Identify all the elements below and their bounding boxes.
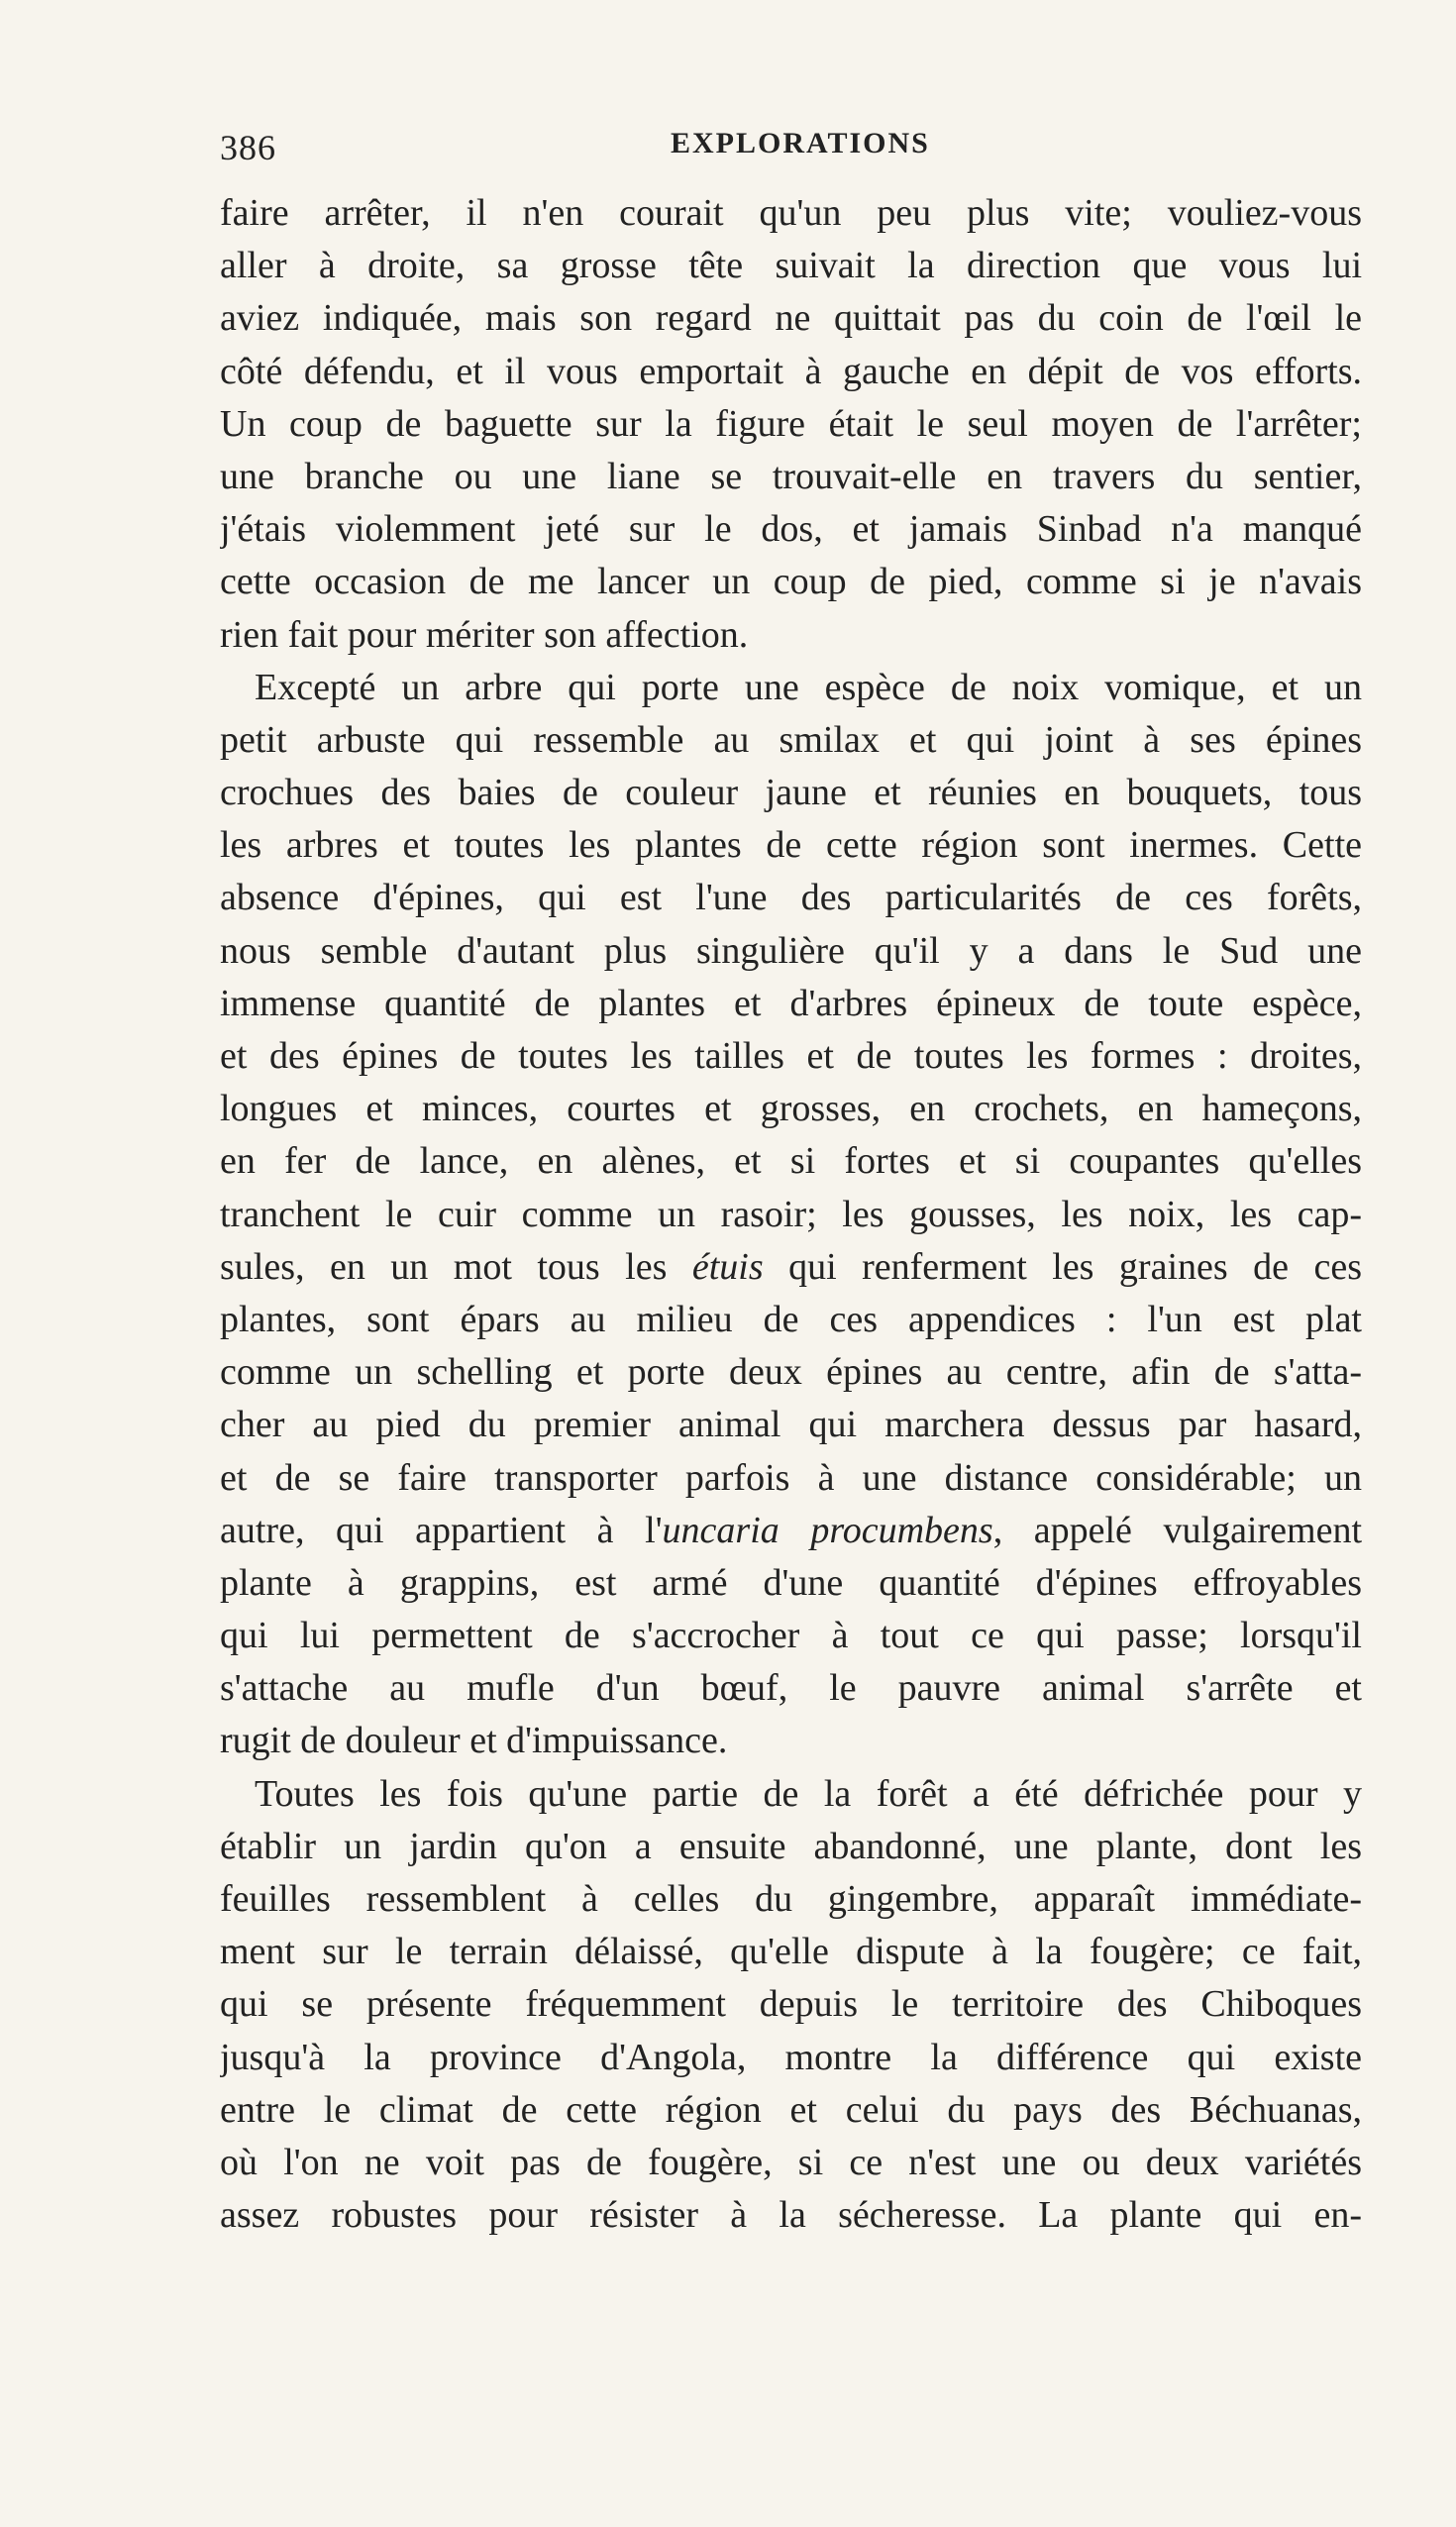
text-line: qui se présente fréquemment depuis le territoire des Chiboques	[220, 1983, 1362, 2026]
text-line: feuilles ressemblent à celles du gingembre, apparaît immédiate-	[220, 1878, 1362, 1920]
text-line: comme un schelling et porte deux épines au centre, afin de s'atta-	[220, 1351, 1362, 1394]
text-line: qui lui permettent de s'accrocher à tout ce qui passe; lorsqu'il	[220, 1615, 1362, 1657]
text-line: immense quantité de plantes et d'arbres épineux de toute espèce,	[220, 982, 1362, 1024]
paragraph-2	[220, 662, 1362, 1768]
text-line: crochues des baies de couleur jaune et réunies en bouquets, tous	[220, 772, 1362, 814]
text-line: entre le climat de cette région et celui du pays des Béchuanas,	[220, 2088, 1362, 2131]
italic-term: étuis	[691, 1245, 764, 1288]
text-line: côté défendu, et il vous emportait à gauche en dépit de vos efforts.	[220, 350, 1362, 392]
text-line: et de se faire transporter parfois à une distance considérable; un	[220, 1456, 1362, 1499]
text-line: nous semble d'autant plus singulière qu'il y a dans le Sud une	[220, 929, 1362, 972]
text-line	[220, 1241, 1362, 1294]
text-line: Toutes les fois qu'une partie de la forêt a été défrichée pour y	[255, 1772, 1362, 1815]
italic-term: uncaria procumbens	[662, 1509, 993, 1551]
page-header	[220, 127, 1362, 186]
running-head: EXPLORATIONS	[671, 127, 930, 159]
text-line: plantes, sont épars au milieu de ces appendices : l'un est plat	[220, 1298, 1362, 1340]
text-line: rugit de douleur et d'impuissance.	[220, 1720, 728, 1762]
text-line: tranchent le cuir comme un rasoir; les gousses, les noix, les cap-	[220, 1193, 1362, 1235]
text-line: cette occasion de me lancer un coup de pied, comme si je n'avais	[220, 561, 1362, 603]
paragraph-3	[220, 1768, 1362, 2243]
paragraph-1	[220, 187, 1362, 662]
text-line: Un coup de baguette sur la figure était le seul moyen de l'arrêter;	[220, 402, 1362, 445]
text-line: et des épines de toutes les tailles et de toutes les formes : droites,	[220, 1035, 1362, 1077]
text-line: faire arrêter, il n'en courait qu'un peu plus vite; vouliez-vous	[220, 192, 1362, 234]
text-line: Excepté un arbre qui porte une espèce de noix vomique, et un	[255, 666, 1362, 708]
text-segment: , appelé vulgairement	[992, 1509, 1362, 1551]
text-line: absence d'épines, qui est l'une des particularités de ces forêts,	[220, 877, 1362, 919]
text-line: petit arbuste qui ressemble au smilax et qui joint à ses épines	[220, 718, 1362, 761]
body-text	[220, 187, 1362, 2242]
text-line: aviez indiquée, mais son regard ne quittait pas du coin de l'œil le	[220, 297, 1362, 340]
text-line: une branche ou une liane se trouvait-elle en travers du sentier,	[220, 455, 1362, 497]
text-line: où l'on ne voit pas de fougère, si ce n'est une ou deux variétés	[220, 2141, 1362, 2183]
text-segment: sules, en un mot tous les	[220, 1245, 692, 1288]
text-line: jusqu'à la province d'Angola, montre la différence qui existe	[220, 2036, 1362, 2078]
text-line: en fer de lance, en alènes, et si fortes et si coupantes qu'elles	[220, 1140, 1362, 1183]
text-line: les arbres et toutes les plantes de cette région sont inermes. Cette	[220, 824, 1362, 867]
text-line	[220, 1505, 1362, 1557]
text-segment: autre, qui appartient à l'	[220, 1509, 663, 1551]
text-line: aller à droite, sa grosse tête suivait la direction que vous lui	[220, 245, 1362, 287]
text-line: j'étais violemment jeté sur le dos, et jamais Sinbad n'a manqué	[220, 508, 1362, 551]
text-line: s'attache au mufle d'un bœuf, le pauvre animal s'arrête et	[220, 1667, 1362, 1710]
text-line: plante à grappins, est armé d'une quantité d'épines effroyables	[220, 1561, 1362, 1604]
text-line: rien fait pour mériter son affection.	[220, 613, 749, 656]
text-line: ment sur le terrain délaissé, qu'elle dispute à la fougère; ce fait,	[220, 1931, 1362, 1973]
text-line: longues et minces, courtes et grosses, en crochets, en hameçons,	[220, 1088, 1362, 1130]
page-number: 386	[220, 128, 276, 167]
text-segment: qui renferment les graines de ces	[763, 1245, 1362, 1288]
text-line: établir un jardin qu'on a ensuite abandonné, une plante, dont les	[220, 1825, 1362, 1867]
text-line: cher au pied du premier animal qui marchera dessus par hasard,	[220, 1404, 1362, 1446]
text-line: assez robustes pour résister à la sécheresse. La plante qui en-	[220, 2194, 1362, 2237]
